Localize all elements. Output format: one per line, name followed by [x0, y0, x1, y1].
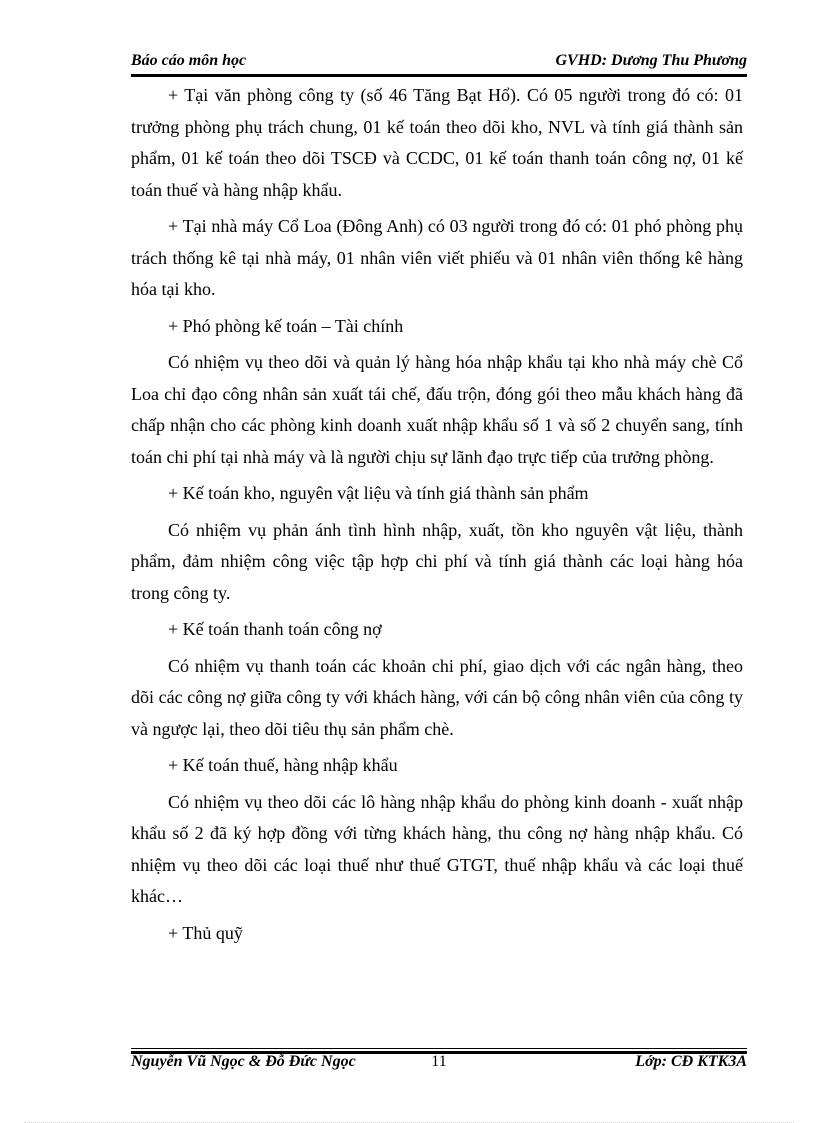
paragraph: + Tại nhà máy Cổ Loa (Đông Anh) có 03 người trong đó có: 01 phó phòng phụ trách thống kê tại nhà máy, 01 nhân viên viết phiếu và 01 nhân viên thống kê hàng hóa tại kho.: [131, 216, 743, 299]
page-body: [131, 80, 743, 954]
footer-rule-thin: [131, 1048, 747, 1049]
paragraph: + Tại văn phòng công ty (số 46 Tăng Bạt Hổ). Có 05 người trong đó có: 01 trưởng phòng phụ trách chung, 01 kế toán theo dõi kho, NVL và tính giá thành sản phẩm, 01 kế toán theo dõi TSCĐ và CCDC, 01 kế toán thanh toán công nợ, 01 kế toán thuế và hàng nhập khẩu.: [131, 85, 743, 200]
paragraph: Có nhiệm vụ theo dõi và quản lý hàng hóa nhập khẩu tại kho nhà máy chè Cổ Loa chỉ đạo công nhân sản xuất tái chế, đấu trộn, đóng gói theo mẫu khách hàng đã chấp nhận cho các phòng kinh doanh xuất nhập khẩu số 1 và số 2 chuyển sang, tính toán chi phí tại nhà máy và là người chịu sự lãnh đạo trực tiếp của trưởng phòng.: [131, 352, 743, 467]
footer-class: Lớp: CĐ KTK3A: [635, 1053, 747, 1070]
footer-authors: Nguyễn Vũ Ngọc & Đỗ Đức Ngọc: [131, 1053, 356, 1070]
header-instructor: GVHD: Dương Thu Phương: [555, 52, 747, 69]
page-number: 11: [431, 1053, 447, 1070]
paragraph-heading: + Kế toán thanh toán công nợ: [168, 619, 382, 639]
header-course-title: Báo cáo môn học: [131, 52, 247, 69]
page-footer: [131, 1053, 747, 1075]
paragraph-heading: + Kế toán kho, nguyên vật liệu và tính giá thành sản phẩm: [168, 483, 589, 503]
paragraph: Có nhiệm vụ phản ánh tình hình nhập, xuất, tồn kho nguyên vật liệu, thành phẩm, đảm nhiệm công việc tập hợp chi phí và tính giá thành các loại hàng hóa trong công ty.: [131, 519, 743, 603]
paragraph-heading: + Kế toán thuế, hàng nhập khẩu: [168, 755, 398, 775]
paragraph: Có nhiệm vụ theo dõi các lô hàng nhập khẩu do phòng kinh doanh - xuất nhập khẩu số 2 đã ký hợp đồng với từng khách hàng, thu công nợ hàng nhập khẩu. Có nhiệm vụ theo dõi các loại thuế như thuế GTGT, thuế nhập khẩu và các loại thuế khác…: [131, 791, 743, 906]
paragraph-heading: + Phó phòng kế toán – Tài chính: [168, 315, 404, 336]
paragraph-heading: + Thủ quỹ: [168, 922, 243, 943]
page-header: [131, 52, 747, 74]
paragraph: Có nhiệm vụ thanh toán các khoản chi phí, giao dịch với các ngân hàng, theo dõi các công nợ giữa công ty với khách hàng, với cán bộ công nhân viên của công ty và ngược lại, theo dõi tiêu thụ sản phẩm chè.: [131, 655, 743, 739]
header-rule: [131, 74, 747, 77]
